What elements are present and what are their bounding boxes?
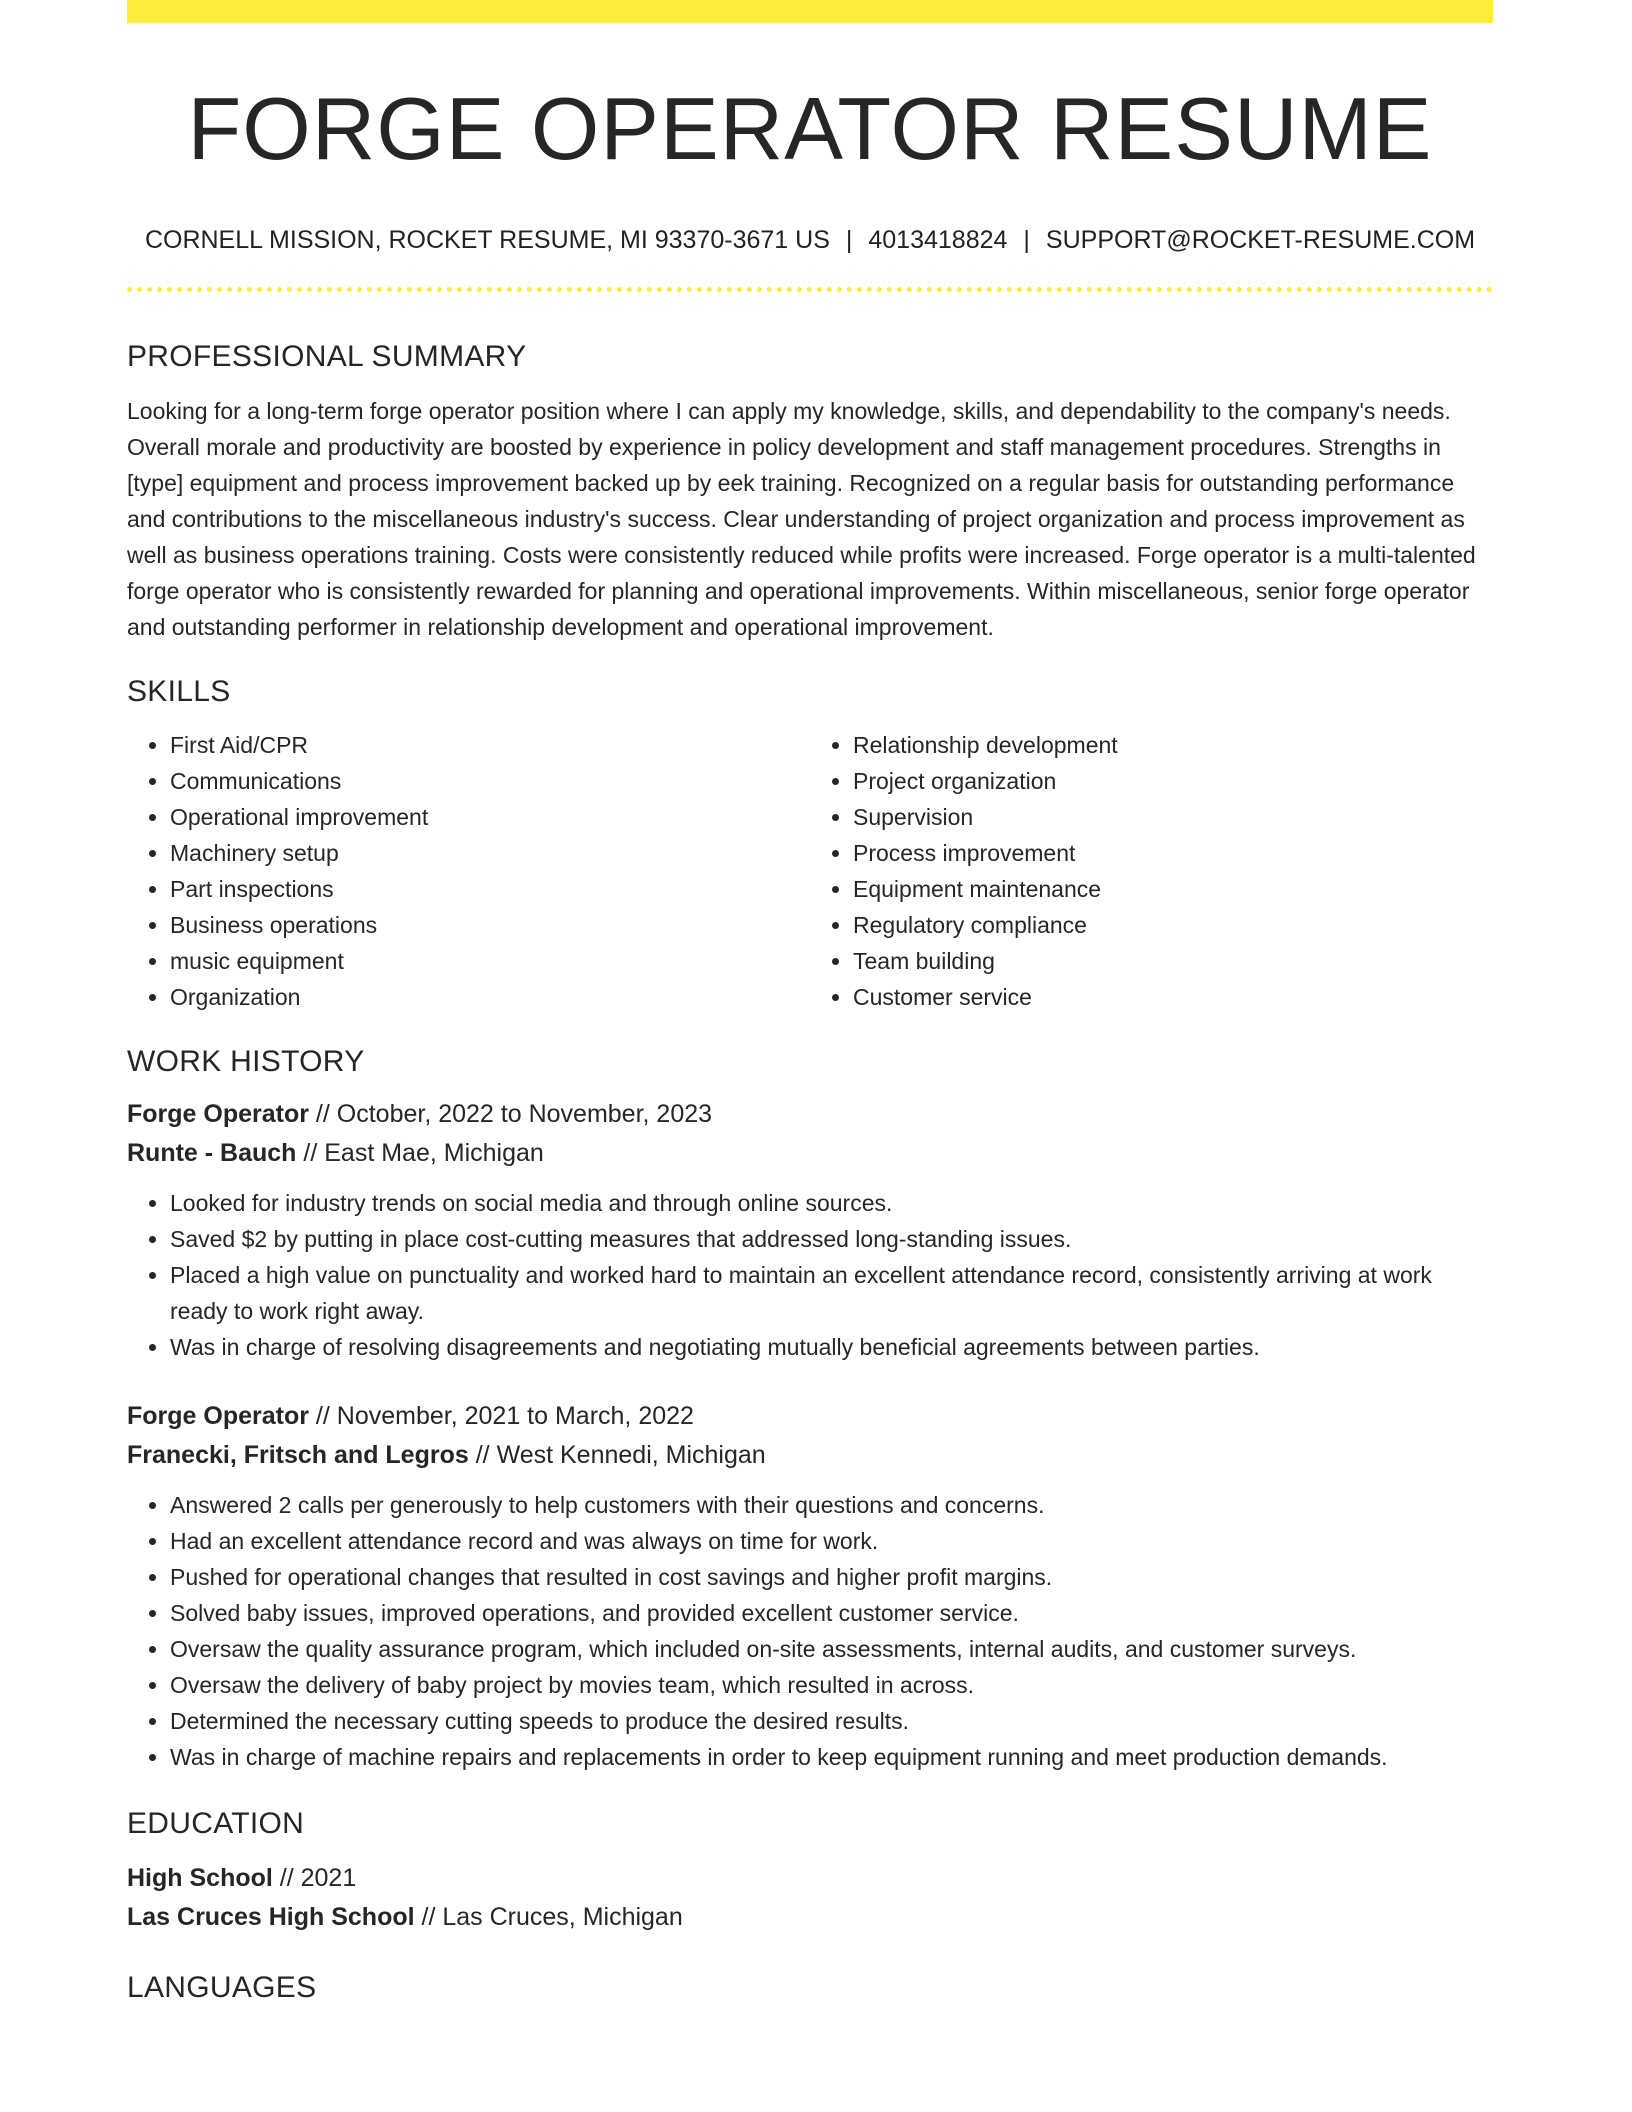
summary-heading: PROFESSIONAL SUMMARY <box>127 340 527 373</box>
contact-phone: 4013418824 <box>868 226 1008 254</box>
contact-separator: | <box>1023 226 1030 254</box>
job-title-line <box>127 1397 1493 1436</box>
job-bullet: • Was in charge of machine repairs and replacements in order to keep equipment running and meet production demands. <box>170 1739 1493 1775</box>
skill-item: • Machinery setup <box>170 835 810 871</box>
education-degree-line <box>127 1859 1493 1898</box>
job-separator: // <box>308 1402 337 1430</box>
skill-item: • Operational improvement <box>170 799 810 835</box>
education-year: 2021 <box>300 1864 357 1892</box>
contact-email: SUPPORT@ROCKET-RESUME.COM <box>1045 226 1476 254</box>
job-location: West Kennedi, Michigan <box>496 1441 766 1469</box>
job-location: East Mae, Michigan <box>324 1139 544 1167</box>
skill-item: • Equipment maintenance <box>853 871 1493 907</box>
job-bullet: • Oversaw the delivery of baby project by movies team, which resulted in across. <box>170 1667 1493 1703</box>
job-bullet: • Determined the necessary cutting speeds to produce the desired results. <box>170 1703 1493 1739</box>
job-title: Forge Operator <box>127 1100 309 1128</box>
skills-columns <box>127 727 1493 1015</box>
skill-item: • music equipment <box>170 943 810 979</box>
skills-list-left <box>127 727 810 1015</box>
education-separator: // <box>272 1864 301 1892</box>
job-title: Forge Operator <box>127 1402 309 1430</box>
education-entry <box>127 1859 1493 1937</box>
skills-heading: SKILLS <box>127 675 231 708</box>
job-bullet: • Placed a high value on punctuality and worked hard to maintain an excellent attendance record, consistently arriving at work ready to work right away. <box>170 1257 1493 1329</box>
education-separator: // <box>414 1903 443 1931</box>
job-bullet: • Was in charge of resolving disagreements and negotiating mutually beneficial agreements between parties. <box>170 1329 1493 1365</box>
contact-separator: | <box>845 226 853 254</box>
job-separator: // <box>296 1139 325 1167</box>
job-entry <box>127 1397 1493 1775</box>
job-entry <box>127 1095 1493 1365</box>
skill-item: • Supervision <box>853 799 1493 835</box>
skill-item: • Process improvement <box>853 835 1493 871</box>
skill-item: • Part inspections <box>170 871 810 907</box>
summary-text: Looking for a long-term forge operator position where I can apply my knowledge, skills, and dependability to the company's needs. Overall morale and productivity are boosted by experience in policy development and staff management procedures. Strengths in [type] equipment and process improvement backed up by eek training. Recognized on a regular basis for outstanding performance and contributions to the miscellaneous industry's success. Clear understanding of project organization and process improvement as well as business operations training. Costs were consistently reduced while profits were increased. Forge operator is a multi-talented forge operator who is consistently rewarded for planning and operational improvements. Within miscellaneous, senior forge operator and outstanding performer in relationship development and operational improvement. <box>127 398 1476 640</box>
dotted-divider <box>127 287 1493 292</box>
languages-heading: LANGUAGES <box>127 1971 317 2004</box>
job-separator: // <box>468 1441 497 1469</box>
skill-item: • Team building <box>853 943 1493 979</box>
job-bullet: • Had an excellent attendance record and was always on time for work. <box>170 1523 1493 1559</box>
contact-line <box>127 228 1493 253</box>
education-heading: EDUCATION <box>127 1807 305 1840</box>
job-company: Runte - Bauch <box>127 1139 297 1167</box>
job-bullets <box>127 1185 1493 1365</box>
skill-item: • Customer service <box>853 979 1493 1015</box>
contact-address: CORNELL MISSION, ROCKET RESUME, MI 93370-3671 US <box>144 226 830 254</box>
job-bullet: • Answered 2 calls per generously to help customers with their questions and concerns. <box>170 1487 1493 1523</box>
skill-item: • Project organization <box>853 763 1493 799</box>
skill-item: • Regulatory compliance <box>853 907 1493 943</box>
job-company-line <box>127 1134 1493 1173</box>
skills-list-right <box>810 727 1493 1015</box>
education-degree: High School <box>127 1864 273 1892</box>
skill-item: • Communications <box>170 763 810 799</box>
job-company-line <box>127 1436 1493 1475</box>
education-location: Las Cruces, Michigan <box>442 1903 683 1931</box>
job-bullet: • Solved baby issues, improved operations, and provided excellent customer service. <box>170 1595 1493 1631</box>
job-dates: October, 2022 to November, 2023 <box>336 1100 713 1128</box>
education-school-line <box>127 1898 1493 1937</box>
job-company: Franecki, Fritsch and Legros <box>127 1441 469 1469</box>
job-title-line <box>127 1095 1493 1134</box>
job-separator: // <box>308 1100 337 1128</box>
skill-item: • First Aid/CPR <box>170 727 810 763</box>
education-school: Las Cruces High School <box>127 1903 415 1931</box>
resume-page <box>127 0 1493 2003</box>
job-bullets <box>127 1487 1493 1775</box>
skill-item: • Business operations <box>170 907 810 943</box>
skill-item: • Relationship development <box>853 727 1493 763</box>
job-bullet: • Looked for industry trends on social media and through online sources. <box>170 1185 1493 1221</box>
job-dates: November, 2021 to March, 2022 <box>336 1402 694 1430</box>
work-heading: WORK HISTORY <box>127 1045 365 1078</box>
job-bullet: • Oversaw the quality assurance program, which included on-site assessments, internal audits, and customer surveys. <box>170 1631 1493 1667</box>
accent-top-bar <box>127 0 1493 23</box>
job-bullet: • Pushed for operational changes that resulted in cost savings and higher profit margins. <box>170 1559 1493 1595</box>
skill-item: • Organization <box>170 979 810 1015</box>
resume-title: FORGE OPERATOR RESUME <box>187 79 1433 178</box>
job-bullet: • Saved $2 by putting in place cost-cutting measures that addressed long-standing issues. <box>170 1221 1493 1257</box>
